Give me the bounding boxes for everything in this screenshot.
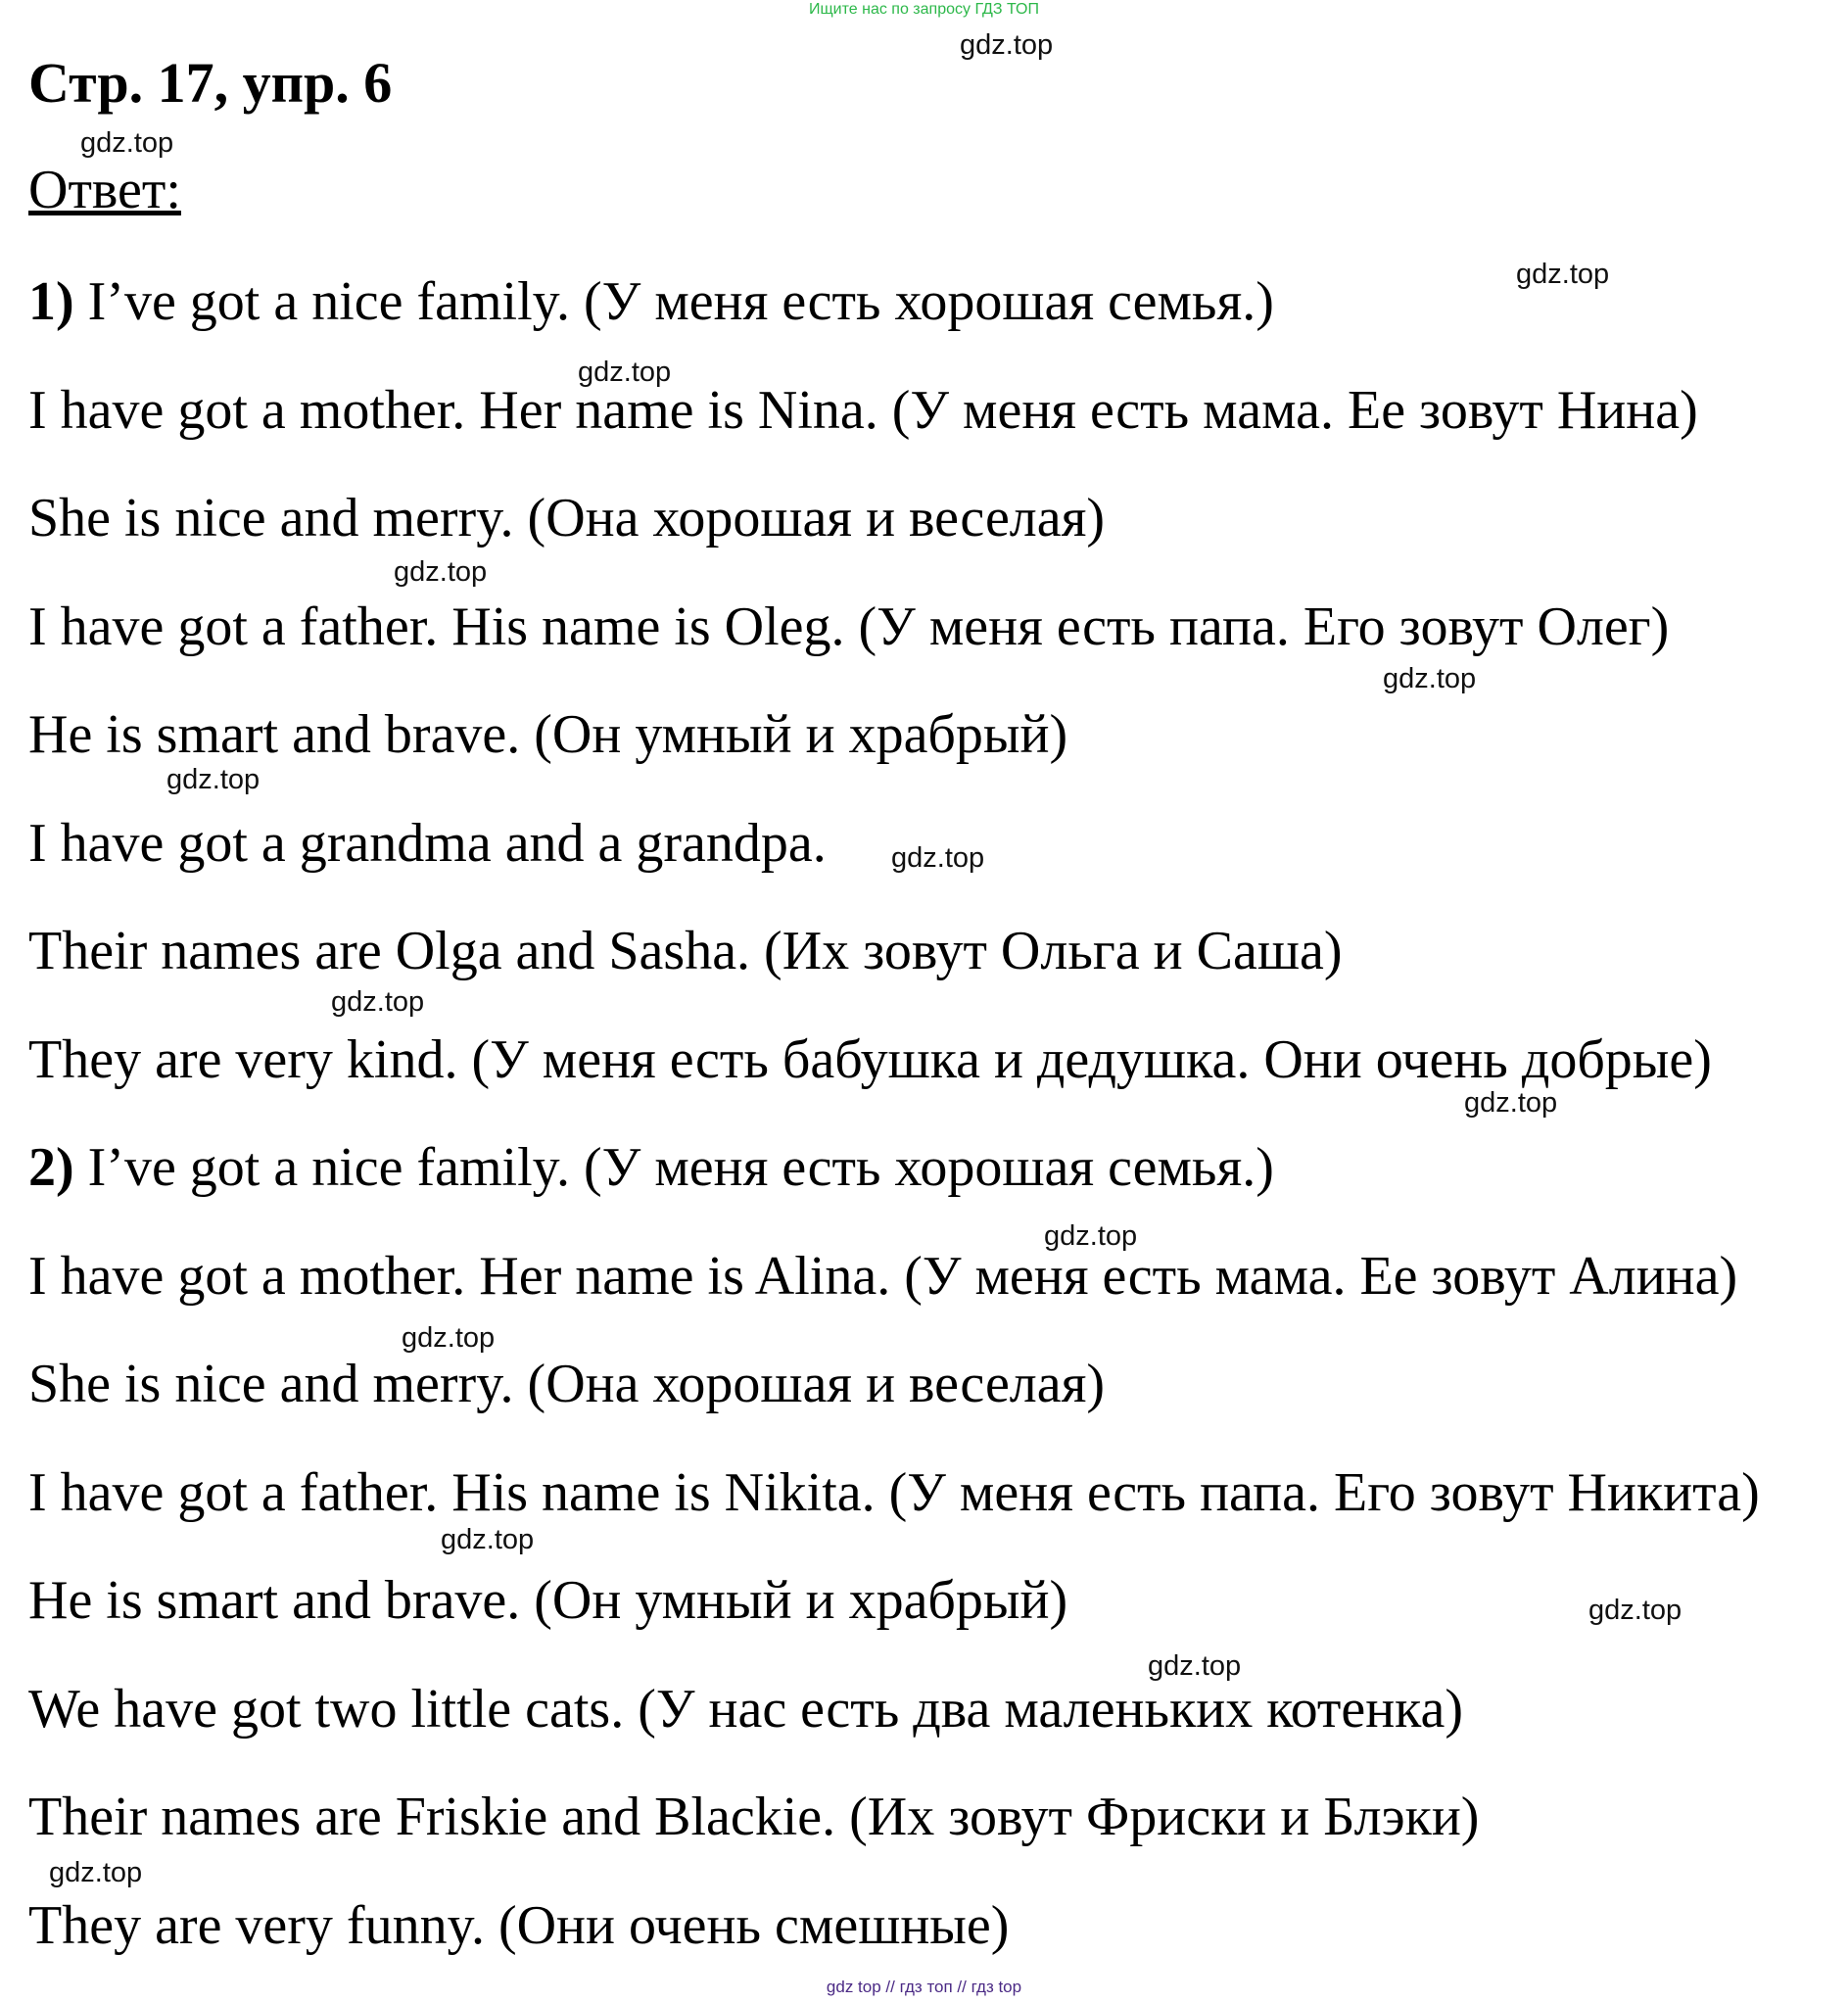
- watermark: gdz.top: [331, 986, 425, 1018]
- search-banner: Ищите нас по запросу ГДЗ ТОП: [809, 1, 1039, 18]
- watermark: gdz.top: [1588, 1595, 1682, 1626]
- line-text: I have got a father. His name is Nikita. (У меня есть папа. Его зовут Никита): [28, 1462, 1760, 1523]
- watermark: gdz.top: [441, 1524, 535, 1555]
- watermark: gdz.top: [80, 127, 174, 159]
- answer-line: [28, 1461, 1760, 1524]
- watermark: gdz.top: [960, 29, 1054, 61]
- line-text: I have got a mother. Her name is Nina. (У меня есть мама. Ее зовут Нина): [28, 380, 1698, 441]
- answer-line: [28, 920, 1342, 982]
- item-number: 1): [28, 271, 74, 332]
- line-text: Their names are Olga and Sasha. (Их зовут Ольга и Саша): [28, 921, 1343, 981]
- answer-line: [28, 596, 1669, 658]
- line-text: He is smart and brave. (Он умный и храбрый): [28, 704, 1068, 765]
- answer-line: [28, 379, 1698, 442]
- answer-line: [28, 1678, 1463, 1741]
- line-text: I’ve got a nice family. (У меня есть хорошая семья.): [73, 271, 1274, 332]
- answer-line: [28, 703, 1067, 766]
- watermark: gdz.top: [891, 842, 985, 874]
- line-text: I have got a grandma and a grandpa.: [28, 813, 827, 874]
- watermark: gdz.top: [1464, 1087, 1558, 1119]
- page-title: Стр. 17, упр. 6: [28, 51, 393, 115]
- answer-line: [28, 812, 827, 875]
- watermark: gdz.top: [1044, 1220, 1138, 1252]
- line-text: We have got two little cats. (У нас есть два маленьких котенка): [28, 1679, 1464, 1740]
- line-text: I have got a mother. Her name is Alina. (У меня есть мама. Ее зовут Алина): [28, 1246, 1738, 1307]
- watermark: gdz.top: [394, 556, 488, 588]
- line-text: I’ve got a nice family. (У меня есть хорошая семья.): [73, 1137, 1274, 1198]
- watermark: gdz.top: [1383, 663, 1477, 694]
- line-text: They are very kind. (У меня есть бабушка и дедушка. Они очень добрые): [28, 1029, 1712, 1090]
- watermark: gdz.top: [49, 1857, 143, 1888]
- line-text: They are very funny. (Они очень смешные): [28, 1895, 1010, 1956]
- answer-line: [28, 1894, 1009, 1957]
- answer-line: [28, 1569, 1067, 1632]
- answer-label: Ответ:: [28, 160, 181, 220]
- watermark: gdz.top: [402, 1322, 496, 1354]
- answer-line: [28, 487, 1105, 549]
- watermark: gdz.top: [1516, 259, 1610, 290]
- answer-line: [28, 1786, 1479, 1848]
- answer-line: [28, 1136, 1274, 1199]
- answer-line: [28, 270, 1274, 333]
- watermark: gdz.top: [166, 764, 261, 795]
- line-text: She is nice and merry. (Она хорошая и веселая): [28, 488, 1105, 548]
- line-text: Their names are Friskie and Blackie. (Их зовут Фриски и Блэки): [28, 1787, 1480, 1847]
- line-text: I have got a father. His name is Oleg. (У меня есть папа. Его зовут Олег): [28, 596, 1670, 657]
- answer-line: [28, 1245, 1737, 1308]
- footer-watermark: gdz top // гдз топ // гдз top: [826, 1978, 1022, 1996]
- answer-line: [28, 1353, 1105, 1415]
- item-number: 2): [28, 1137, 74, 1198]
- watermark: gdz.top: [578, 357, 672, 388]
- answer-line: [28, 1028, 1712, 1091]
- line-text: She is nice and merry. (Она хорошая и веселая): [28, 1354, 1105, 1414]
- line-text: He is smart and brave. (Он умный и храбрый): [28, 1570, 1068, 1631]
- watermark: gdz.top: [1148, 1650, 1242, 1682]
